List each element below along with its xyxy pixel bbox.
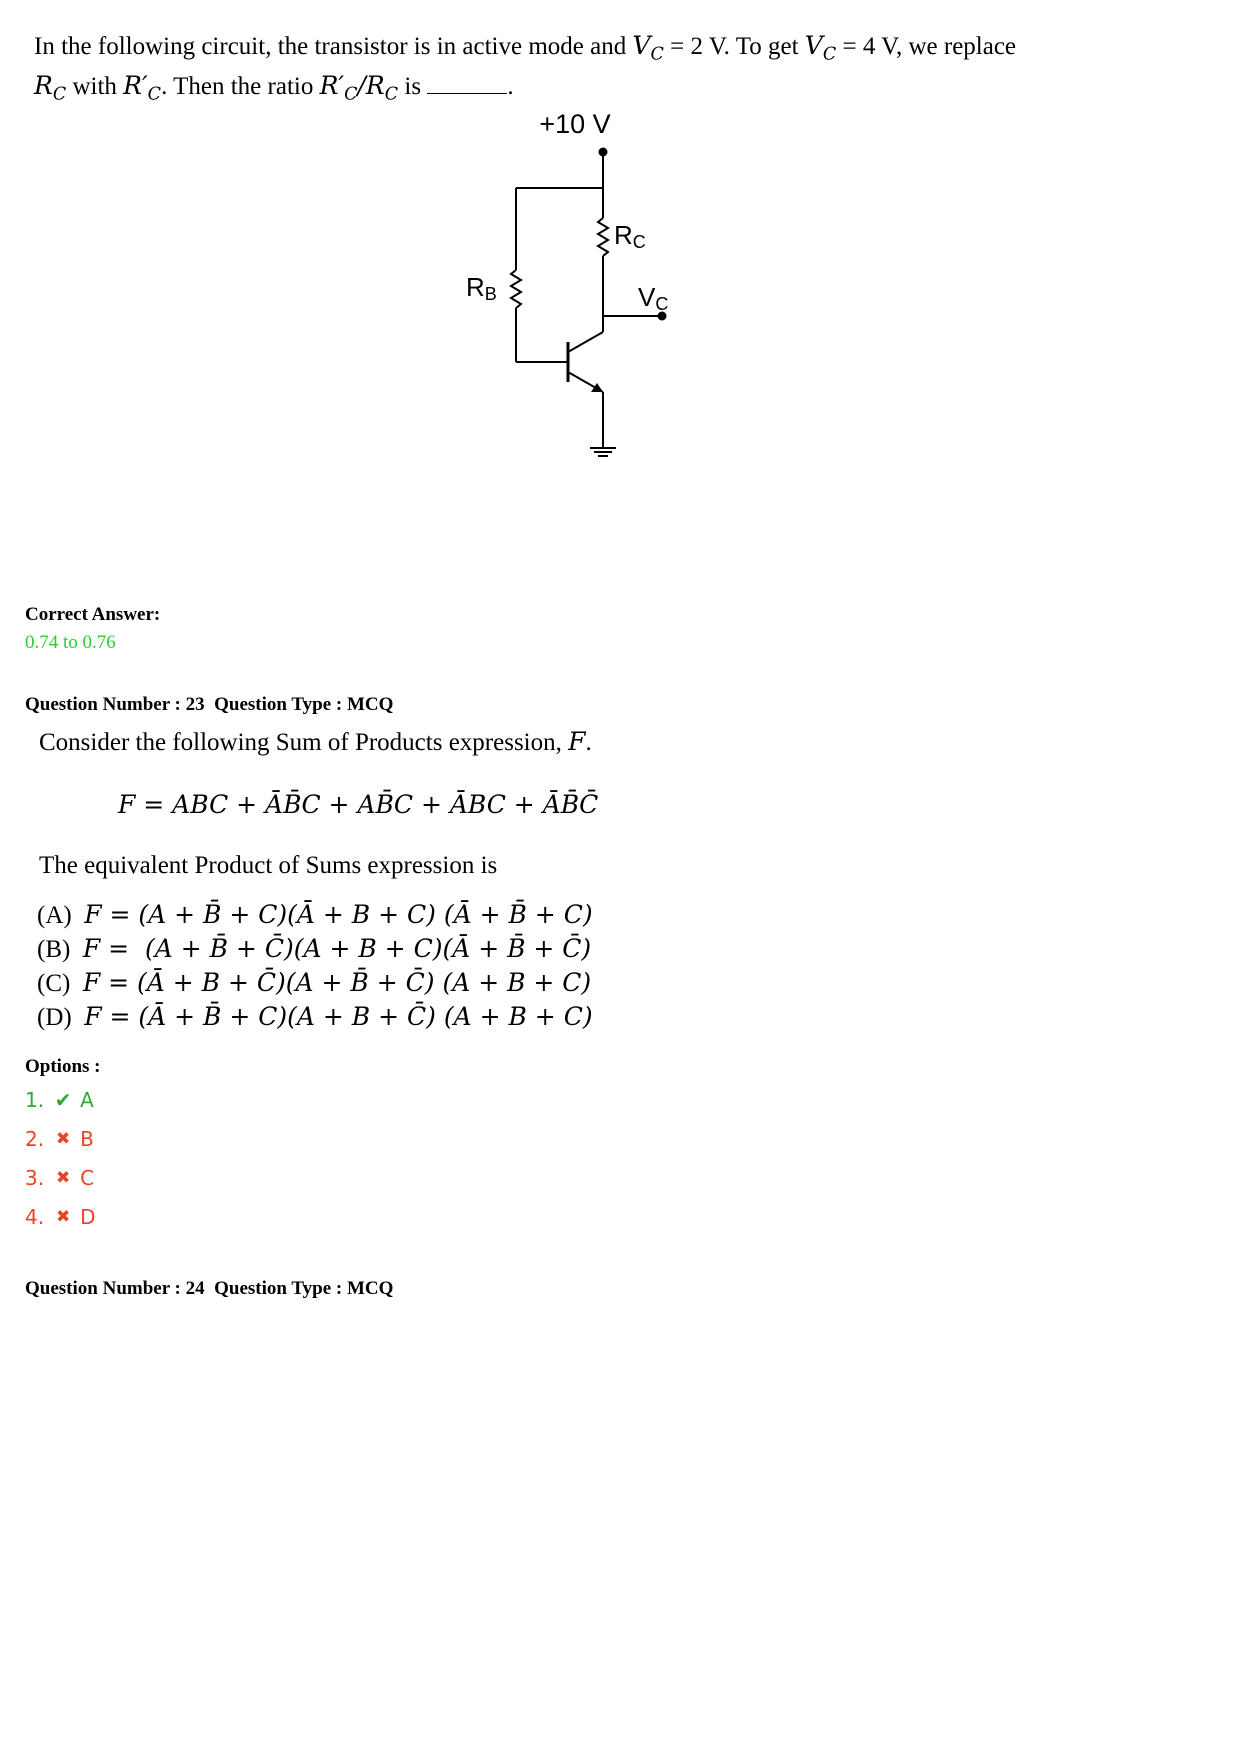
correct-answer-value: 0.74 to 0.76 [25, 632, 116, 653]
choice-expr: F = (A + B̄ + C̄)(A + B + C)(Ā + B̄ + C̄) [82, 934, 592, 963]
vc-label: VC [638, 282, 669, 314]
q22-text-part: with [66, 73, 124, 101]
choice-expr: F = (A + B̄ + C)(Ā + B + C) (Ā + B̄ + C) [84, 900, 593, 929]
choice-label: (B) [37, 936, 71, 963]
q22-text-part: . Then the ratio [161, 73, 320, 101]
transistor-circuit-diagram [440, 100, 700, 470]
choice-label: (A) [37, 902, 72, 929]
question-24-meta: Question Number : 24 Question Type : MCQ [25, 1278, 394, 1299]
supply-voltage-label: +10 V [539, 109, 611, 139]
q22-text-part: is [398, 73, 428, 101]
option-number: 3. [25, 1165, 45, 1190]
answer-blank [427, 71, 507, 94]
transistor-collector [568, 332, 603, 352]
choice-label: (C) [37, 970, 71, 997]
option-text: D [80, 1204, 96, 1229]
choice-label: (D) [37, 1004, 72, 1031]
rb-label: RB [466, 272, 497, 304]
sop-equation: F = ABC + ĀB̄C + AB̄C + ĀBC + ĀB̄C̄ [118, 790, 599, 819]
resistor-rc [598, 218, 608, 256]
question-23-intro [39, 726, 592, 759]
correct-answer-label: Correct Answer: [25, 604, 161, 625]
option-2 [25, 1119, 96, 1158]
cross-icon: ✖ [55, 1206, 71, 1227]
rc-label: RC [614, 220, 646, 252]
ratio-symbol: $R'_C/R_C$ [319, 71, 399, 105]
option-number: 1. [25, 1087, 45, 1112]
option-number: 4. [25, 1204, 45, 1229]
option-text: B [80, 1126, 94, 1151]
options-label: Options : [25, 1056, 101, 1077]
f-symbol: F [568, 727, 586, 756]
q23-intro-text: . [585, 729, 592, 756]
option-text: A [80, 1087, 94, 1112]
choice-d [37, 1000, 593, 1034]
choice-a [37, 898, 593, 932]
option-text: C [80, 1165, 95, 1190]
option-3 [25, 1158, 96, 1197]
q22-text-part: In the following circuit, the transistor is in active mode and [34, 33, 633, 60]
options-list [25, 1080, 96, 1236]
question-23-meta: Question Number : 23 Question Type : MCQ [25, 694, 394, 715]
choice-c [37, 966, 593, 1000]
question-22-line-1 [34, 30, 1214, 70]
q22-text-part: . [507, 73, 514, 101]
emitter-arrow-icon [591, 383, 603, 392]
option-1 [25, 1080, 96, 1119]
resistor-rb [511, 270, 521, 308]
vc-symbol: $V_C$ [632, 31, 664, 65]
rc-prime-symbol: $R'_C$ [123, 71, 162, 105]
cross-icon: ✖ [55, 1128, 71, 1149]
q22-text-part: = 2 V. To get [663, 33, 805, 60]
option-number: 2. [25, 1126, 45, 1151]
choice-expr: F = (Ā + B + C̄)(A + B̄ + C̄) (A + B + C) [82, 968, 592, 997]
q22-text-part: = 4 V, we replace [836, 33, 1017, 60]
choice-b [37, 932, 593, 966]
rc-symbol: $R_C$ [34, 71, 67, 105]
option-4 [25, 1197, 96, 1236]
vc-symbol: $V_C$ [804, 31, 837, 65]
choice-expr: F = (Ā + B̄ + C)(A + B + C̄) (A + B + C) [84, 1002, 593, 1031]
check-icon: ✔ [54, 1087, 72, 1112]
q23-intro-text: Consider the following Sum of Products expression, [39, 729, 569, 756]
choice-list [37, 898, 593, 1034]
pos-intro: The equivalent Product of Sums expression is [39, 852, 498, 879]
cross-icon: ✖ [55, 1167, 71, 1188]
question-22-text [34, 30, 1214, 111]
